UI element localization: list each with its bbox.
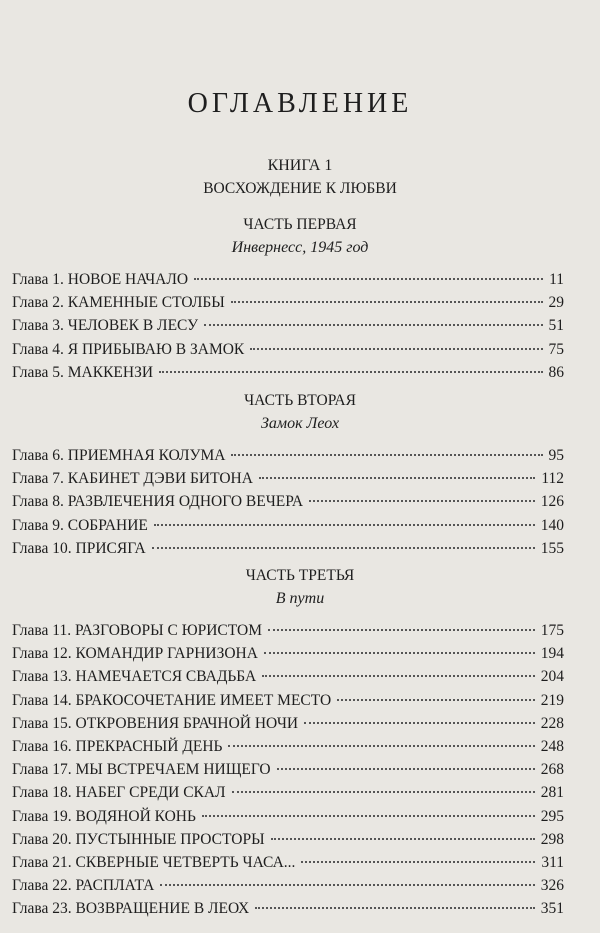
chapter-title: Глава 7. КАБИНЕТ ДЭВИ БИТОНА (12, 470, 253, 488)
toc-entry[interactable] (12, 758, 564, 781)
dot-leader (250, 348, 542, 350)
part-1-name: ЧАСТЬ ПЕРВАЯ (243, 216, 357, 233)
chapter-title: Глава 18. НАБЕГ СРЕДИ СКАЛ (12, 784, 226, 802)
dot-leader (228, 745, 534, 747)
toc-entry[interactable] (12, 712, 564, 735)
page-number: 29 (548, 294, 564, 312)
dot-leader (277, 768, 535, 770)
chapter-title: Глава 13. НАМЕЧАЕТСЯ СВАДЬБА (12, 668, 257, 686)
toc-entry[interactable] (12, 361, 564, 384)
toc-entry[interactable] (12, 338, 564, 361)
part-1-subtitle: Инвернесс, 1945 год (231, 239, 369, 256)
chapter-title: Глава 11. РАЗГОВОРЫ С ЮРИСТОМ (12, 622, 263, 639)
dot-leader (159, 371, 542, 373)
dot-leader (301, 861, 535, 863)
page-number: 248 (540, 737, 564, 755)
chapter-title: Глава 14. БРАКОСОЧЕТАНИЕ ИМЕЕТ МЕСТО (12, 691, 332, 709)
toc-entry[interactable] (12, 537, 564, 560)
dot-leader (271, 838, 535, 840)
chapter-title: Глава 17. МЫ ВСТРЕЧАЕМ НИЩЕГО (12, 761, 271, 779)
chapter-title: Глава 3. ЧЕЛОВЕК В ЛЕСУ (12, 317, 199, 335)
toc-entry[interactable] (12, 851, 564, 874)
dot-leader (262, 675, 535, 677)
page-number: 268 (540, 761, 564, 779)
toc-entry[interactable] (12, 897, 564, 920)
page-number: 295 (540, 807, 564, 825)
chapter-title: Глава 5. МАККЕНЗИ (12, 363, 154, 381)
part-2-subtitle: Замок Леох (260, 415, 340, 432)
dot-leader (194, 278, 543, 280)
dot-leader (231, 454, 542, 456)
toc-entry[interactable] (12, 665, 564, 688)
page-number: 311 (541, 853, 564, 871)
book-number: КНИГА 1 (267, 157, 333, 174)
page-number: 298 (540, 830, 564, 848)
chapter-title: Глава 6. ПРИЕМНАЯ КОЛУМА (12, 447, 226, 464)
page-number: 51 (548, 317, 564, 335)
chapter-title: Глава 22. РАСПЛАТА (12, 877, 155, 895)
dot-leader (231, 301, 543, 303)
toc-entry[interactable] (12, 467, 564, 490)
toc-entry[interactable] (12, 642, 564, 665)
dot-leader (202, 815, 535, 817)
page-number: 155 (540, 539, 564, 557)
dot-leader (160, 884, 534, 886)
toc-entry[interactable] (12, 828, 564, 851)
dot-leader (232, 791, 535, 793)
part-2-chapter-list (12, 444, 564, 560)
page-number: 86 (548, 363, 564, 381)
toc-entry[interactable] (12, 514, 564, 537)
chapter-title: Глава 21. СКВЕРНЫЕ ЧЕТВЕРТЬ ЧАСА... (12, 853, 296, 871)
page-number: 95 (548, 447, 564, 464)
toc-entry[interactable] (12, 268, 564, 291)
toc-entry[interactable] (12, 444, 564, 467)
chapter-title: Глава 20. ПУСТЫННЫЕ ПРОСТОРЫ (12, 830, 265, 848)
page-number: 204 (540, 668, 564, 686)
page-number: 11 (549, 271, 564, 288)
chapter-title: Глава 9. СОБРАНИЕ (12, 516, 148, 534)
toc-entry[interactable] (12, 874, 564, 897)
chapter-title: Глава 23. ВОЗВРАЩЕНИЕ В ЛЕОХ (12, 900, 250, 918)
chapter-title: Глава 19. ВОДЯНОЙ КОНЬ (12, 807, 196, 825)
part-3-chapter-list (12, 619, 564, 920)
dot-leader (337, 699, 535, 701)
toc-entry[interactable] (12, 735, 564, 758)
dot-leader (259, 477, 535, 479)
part-3-subtitle: В пути (275, 590, 325, 607)
dot-leader (309, 500, 535, 502)
toc-entry[interactable] (12, 314, 564, 337)
part-3-name: ЧАСТЬ ТРЕТЬЯ (245, 567, 355, 584)
dot-leader (154, 524, 535, 526)
dot-leader (304, 722, 535, 724)
page-number: 140 (540, 516, 564, 534)
part-1-chapter-list (12, 268, 564, 384)
page-number: 175 (540, 622, 564, 639)
chapter-title: Глава 15. ОТКРОВЕНИЯ БРАЧНОЙ НОЧИ (12, 714, 299, 732)
page-number: 194 (540, 645, 564, 663)
chapter-title: Глава 10. ПРИСЯГА (12, 539, 146, 557)
toc-entry[interactable] (12, 781, 564, 804)
chapter-title: Глава 2. КАМЕННЫЕ СТОЛБЫ (12, 294, 225, 312)
toc-entry[interactable] (12, 805, 564, 828)
page-title: ОГЛАВЛЕНИЕ (187, 88, 413, 119)
page-number: 219 (540, 691, 564, 709)
page-number: 126 (540, 493, 564, 511)
chapter-title: Глава 8. РАЗВЛЕЧЕНИЯ ОДНОГО ВЕЧЕРА (12, 493, 304, 511)
book-name: ВОСХОЖДЕНИЕ К ЛЮБВИ (203, 180, 397, 197)
dot-leader (204, 324, 542, 326)
toc-entry[interactable] (12, 619, 564, 642)
chapter-title: Глава 16. ПРЕКРАСНЫЙ ДЕНЬ (12, 737, 223, 755)
chapter-title: Глава 1. НОВОЕ НАЧАЛО (12, 271, 189, 288)
dot-leader (255, 907, 535, 909)
toc-entry[interactable] (12, 291, 564, 314)
chapter-title: Глава 4. Я ПРИБЫВАЮ В ЗАМОК (12, 340, 245, 358)
page-number: 281 (540, 784, 564, 802)
page-number: 228 (540, 714, 564, 732)
page-number: 326 (540, 877, 564, 895)
page-number: 351 (540, 900, 564, 918)
dot-leader (152, 547, 535, 549)
toc-entry[interactable] (12, 689, 564, 712)
toc-entry[interactable] (12, 490, 564, 513)
part-2-name: ЧАСТЬ ВТОРАЯ (244, 392, 356, 409)
dot-leader (264, 652, 535, 654)
page-number: 75 (548, 340, 564, 358)
chapter-title: Глава 12. КОМАНДИР ГАРНИЗОНА (12, 645, 258, 663)
page-number: 112 (541, 470, 564, 488)
dot-leader (268, 629, 535, 631)
